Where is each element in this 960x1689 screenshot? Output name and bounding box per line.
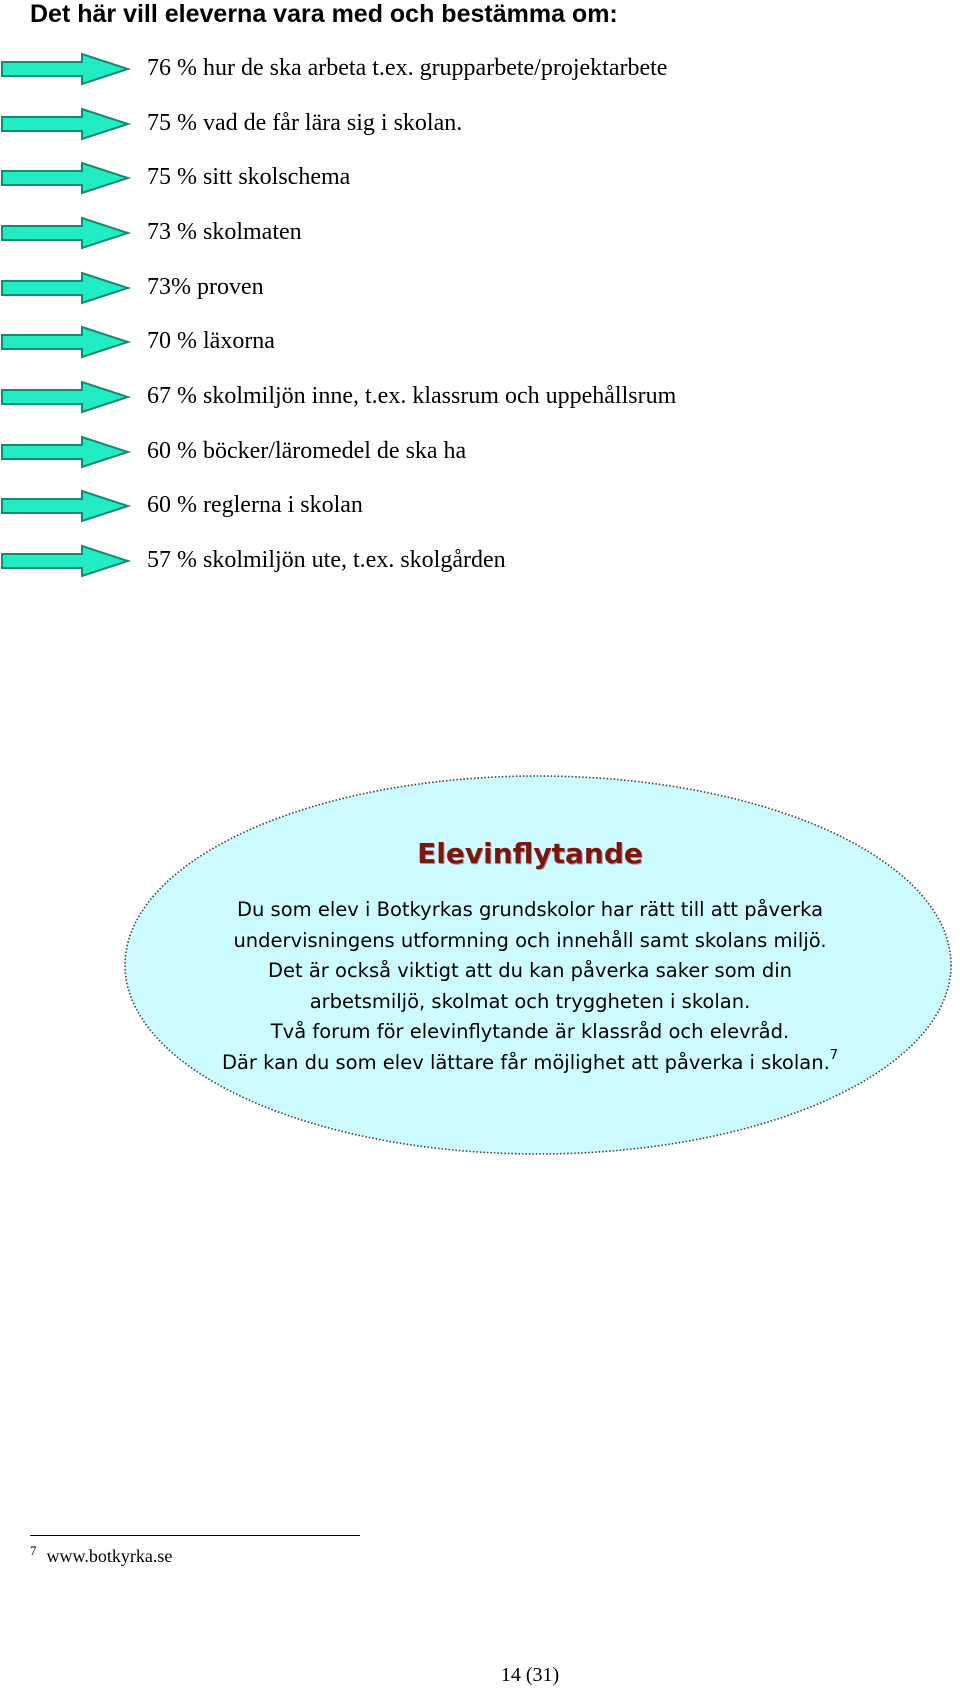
page-number: 14 (31) xyxy=(500,1664,560,1686)
callout-title: Elevinflytande xyxy=(417,837,643,870)
page-heading: Det här vill eleverna vara med och bestämma om: xyxy=(30,0,618,28)
item-text: 73 % skolmaten xyxy=(147,219,302,245)
footnote xyxy=(30,1544,172,1570)
callout-text xyxy=(130,895,930,1078)
footnote-link[interactable]: www.botkyrka.se xyxy=(46,1546,173,1566)
callout-line: undervisningens utformning och innehåll samt skolans miljö. xyxy=(233,928,827,952)
item-text: 75 % sitt skolschema xyxy=(147,164,351,190)
footnote-divider xyxy=(30,1535,360,1536)
callout-line: Där kan du som elev lättare får möjlighet att påverka i skolan. xyxy=(221,1050,830,1074)
item-text: 60 % reglerna i skolan xyxy=(147,492,363,518)
item-text: 67 % skolmiljön inne, t.ex. klassrum och uppehållsrum xyxy=(147,383,677,409)
item-text: 70 % läxorna xyxy=(147,328,275,354)
callout-line: Två forum för elevinflytande är klassråd och elevråd. xyxy=(270,1020,790,1043)
item-text: 75 % vad de får lära sig i skolan. xyxy=(147,110,463,136)
callout-line: Du som elev i Botkyrkas grundskolor har rätt till att påverka xyxy=(236,898,824,921)
item-text: 57 % skolmiljön ute, t.ex. skolgården xyxy=(147,547,506,573)
callout-line-last xyxy=(130,1048,930,1079)
item-text: 76 % hur de ska arbeta t.ex. grupparbete/projektarbete xyxy=(147,55,668,81)
callout-line: Det är också viktigt att du kan påverka saker som din xyxy=(268,959,792,982)
callout-line: arbetsmiljö, skolmat och tryggheten i skolan. xyxy=(309,989,751,1013)
footnote-number: 7 xyxy=(30,1543,37,1558)
item-text: 60 % böcker/läromedel de ska ha xyxy=(147,438,467,464)
item-text: 73% proven xyxy=(147,274,264,300)
footnote-reference: 7 xyxy=(829,1048,839,1063)
